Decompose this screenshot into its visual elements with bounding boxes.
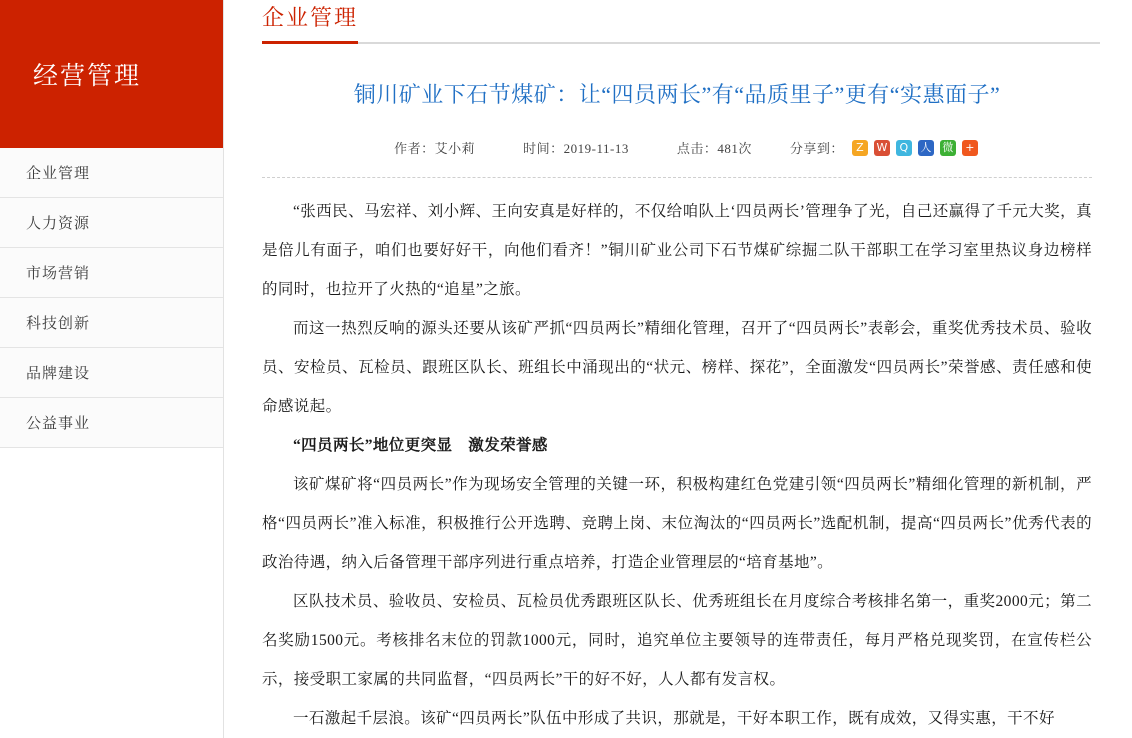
article-clicks-value: 481次	[717, 141, 752, 156]
sina-weibo-share-icon[interactable]	[874, 140, 890, 156]
article-time	[523, 138, 629, 157]
renren-share-icon-glyph: 人	[920, 140, 932, 154]
wechat-share-icon[interactable]	[940, 140, 956, 156]
sidebar-item-label: 人力资源	[26, 215, 91, 232]
sidebar-item-marketing[interactable]	[0, 248, 223, 298]
sidebar-item-public-welfare[interactable]	[0, 398, 223, 448]
qq-share-icon[interactable]	[896, 140, 912, 156]
breadcrumb	[262, 0, 1100, 44]
article-author-label: 作者：	[394, 141, 435, 156]
sidebar	[0, 0, 224, 738]
article-title: 铜川矿业下石节煤矿：让“四员两长”有“品质里子”更有“实惠面子”	[353, 82, 1001, 107]
qq-share-icon-glyph: Q	[899, 140, 909, 154]
main-content	[224, 0, 1132, 738]
share-group	[790, 138, 984, 157]
sidebar-filler	[0, 448, 223, 738]
article-paragraph: 该矿煤矿将“四员两长”作为现场安全管理的关键一环，积极构建红色党建引领“四员两长”精细化管理的新机制，严格“四员两长”准入标准，积极推行公开选聘、竞聘上岗、末位淘汰的“四员两长”选配机制，提高“四员两长”优秀代表的政治待遇，纳入后备管理干部序列进行重点培养，打造企业管理层的“培育基地”。	[262, 476, 1092, 571]
breadcrumb-current[interactable]: 企业管理	[262, 1, 358, 44]
sidebar-item-label: 企业管理	[26, 165, 91, 182]
sidebar-item-enterprise-management[interactable]	[0, 148, 223, 198]
article-author-value: 艾小莉	[434, 141, 476, 156]
qzone-share-icon[interactable]	[852, 140, 868, 156]
article-meta	[262, 138, 1092, 157]
more-share-icon[interactable]	[962, 140, 978, 156]
sidebar-item-label: 公益事业	[26, 415, 91, 432]
wechat-share-icon-glyph: 微	[942, 140, 954, 154]
sidebar-item-human-resources[interactable]	[0, 198, 223, 248]
sidebar-item-brand-building[interactable]	[0, 348, 223, 398]
meta-divider	[262, 177, 1092, 178]
sidebar-item-label: 科技创新	[26, 315, 91, 332]
sidebar-nav	[0, 148, 223, 448]
sidebar-header-title: 经营管理	[33, 62, 142, 90]
article-time-value: 2019-11-13	[563, 141, 629, 156]
article-subheading: “四员两长”地位更突显 激发荣誉感	[293, 437, 548, 454]
sidebar-item-label: 市场营销	[26, 265, 91, 282]
sina-weibo-share-icon-glyph: W	[876, 140, 888, 154]
share-label: 分享到：	[789, 141, 844, 156]
more-share-icon-glyph: +	[965, 140, 975, 154]
article-paragraph: 而这一热烈反响的源头还要从该矿严抓“四员两长”精细化管理，召开了“四员两长”表彰会，重奖优秀技术员、验收员、安检员、瓦检员、跟班区队长、班组长中涌现出的“状元、榜样、探花”，全面激发“四员两长”荣誉感、责任感和使命感说起。	[262, 320, 1092, 415]
article-clicks	[677, 138, 752, 157]
article-author	[394, 138, 475, 157]
qzone-share-icon-glyph: Z	[856, 140, 864, 154]
article-body	[262, 192, 1092, 738]
article-paragraph: “张西民、马宏祥、刘小辉、王向安真是好样的，不仅给咱队上‘四员两长’管理争了光，自己还赢得了千元大奖，真是倍儿有面子，咱们也要好好干，向他们看齐！”铜川矿业公司下石节煤矿综掘二队干部职工在学习室里热议身边榜样的同时，也拉开了火热的“追星”之旅。	[262, 203, 1092, 298]
sidebar-header	[0, 0, 223, 148]
article-paragraph: 一石激起千层浪。该矿“四员两长”队伍中形成了共识，那就是，干好本职工作，既有成效，又得实惠，干不好	[293, 710, 1055, 727]
article-time-label: 时间：	[523, 141, 564, 156]
sidebar-item-technology-innovation[interactable]	[0, 298, 223, 348]
article-paragraph: 区队技术员、验收员、安检员、瓦检员优秀跟班区队长、优秀班组长在月度综合考核排名第一，重奖2000元；第二名奖励1500元。考核排名末位的罚款1000元，同时，追究单位主要领导的连带责任，每月严格兑现奖罚，在宣传栏公示，接受职工家属的共同监督，“四员两长”干的好不好，人人都有发言权。	[262, 593, 1092, 688]
article	[224, 44, 1132, 738]
sidebar-item-label: 品牌建设	[26, 365, 91, 382]
renren-share-icon[interactable]	[918, 140, 934, 156]
article-clicks-label: 点击：	[676, 141, 718, 156]
